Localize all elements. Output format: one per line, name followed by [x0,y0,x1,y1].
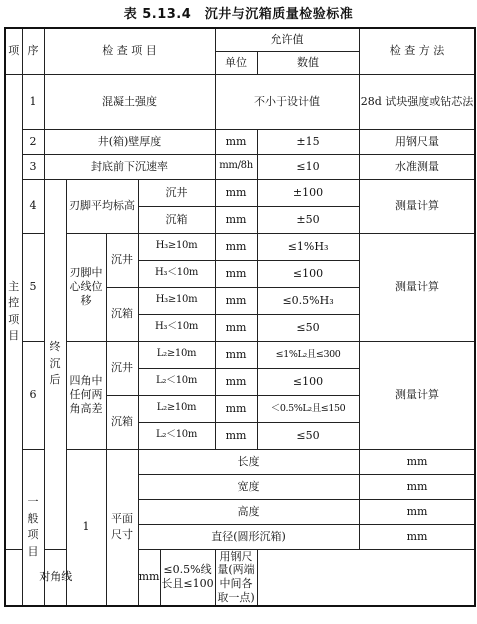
method-concrete-strength: 28d 试块强度或钻芯法 [359,74,475,129]
value-well-elevation: ±100 [257,179,359,206]
sub-box-elevation: 沉箱 [138,206,215,233]
cond-well-h-ge: H₃≥10m [138,233,215,260]
item-width: 宽度 [138,474,359,499]
item-height: 高度 [138,499,359,524]
unit-well-h-ge: mm [215,233,257,260]
item-sinking-rate: 封底前下沉速率 [44,154,215,179]
item-blade-elevation: 刃脚平均标高 [66,179,138,233]
item-blade-centerline: 刃脚中心线位移 [66,233,106,341]
group-plane-size: 平面尺寸 [106,449,138,606]
value-well-l-ge: ≤1%L₂且≤300 [257,341,359,368]
unit-box-elevation: mm [215,206,257,233]
header-unit: 单位 [215,51,257,74]
method-diagonal: 用钢尺量(两端中间各取一点) [215,549,257,606]
cond-well-l-lt: L₂＜10m [138,368,215,395]
header-seq: 序 [22,28,44,74]
unit-box-l-lt: mm [215,422,257,449]
header-allowed: 允许值 [215,28,359,51]
cond-box-h-lt: H₃＜10m [138,314,215,341]
sub-well-elevation: 沉井 [138,179,215,206]
quality-standard-table [4,27,476,607]
method-blade-centerline: 测量计算 [359,233,475,341]
item-diagonal: 对角线 [5,549,106,606]
unit-diagonal: mm [138,549,160,606]
method-corner-diff: 测量计算 [359,341,475,449]
unit-box-l-ge: mm [215,395,257,422]
method-blade-elevation: 测量计算 [359,179,475,233]
seq-g1: 1 [66,449,106,606]
seq-6: 6 [22,341,44,449]
sub-box-corner: 沉箱 [106,395,138,449]
seq-3: 3 [22,154,44,179]
seq-4: 4 [22,179,44,233]
value-well-l-lt: ≤100 [257,368,359,395]
group-final-settle: 终沉后 [44,179,66,549]
unit-diameter: mm [359,524,475,549]
seq-1: 1 [22,74,44,129]
cond-box-l-ge: L₂≥10m [138,395,215,422]
value-box-h-lt: ≤50 [257,314,359,341]
method-sinking-rate: 水准测量 [359,154,475,179]
unit-width: mm [359,474,475,499]
value-well-h-ge: ≤1%H₃ [257,233,359,260]
cond-box-l-lt: L₂＜10m [138,422,215,449]
header-item: 项 [5,28,22,74]
group-main: 主控项目 [5,74,22,549]
value-box-elevation: ±50 [257,206,359,233]
unit-height: mm [359,499,475,524]
cond-well-l-ge: L₂≥10m [138,341,215,368]
seq-5: 5 [22,233,44,341]
unit-well-h-lt: mm [215,260,257,287]
sub-box-centerline: 沉箱 [106,287,138,341]
value-box-l-lt: ≤50 [257,422,359,449]
cond-box-h-ge: H₃≥10m [138,287,215,314]
sub-well-corner: 沉井 [106,341,138,395]
value-sinking-rate: ≤10 [257,154,359,179]
item-diameter: 直径(圆形沉箱) [138,524,359,549]
unit-box-h-lt: mm [215,314,257,341]
header-check-item: 检 查 项 目 [44,28,215,74]
group-general: 一般项目 [22,449,44,606]
header-method: 检 查 方 法 [359,28,475,74]
unit-sinking-rate: mm/8h [215,154,257,179]
item-corner-diff: 四角中任何两角高差 [66,341,106,449]
value-box-l-ge: ＜0.5%L₂且≤150 [257,395,359,422]
value-well-h-lt: ≤100 [257,260,359,287]
cond-well-h-lt: H₃＜10m [138,260,215,287]
method-wall-thickness: 用钢尺量 [359,129,475,154]
value-wall-thickness: ±15 [257,129,359,154]
item-concrete-strength: 混凝土强度 [44,74,215,129]
value-concrete-strength: 不小于设计值 [215,74,359,129]
unit-wall-thickness: mm [215,129,257,154]
table-title: 表 5.13.4 沉井与沉箱质量检验标准 [123,7,354,22]
value-diagonal: ≤0.5%线长且≤100 [160,549,215,606]
item-wall-thickness: 井(箱)壁厚度 [44,129,215,154]
seq-2: 2 [22,129,44,154]
item-length: 长度 [138,449,359,474]
unit-well-elevation: mm [215,179,257,206]
unit-well-l-lt: mm [215,368,257,395]
unit-box-h-ge: mm [215,287,257,314]
value-box-h-ge: ≤0.5%H₃ [257,287,359,314]
header-value: 数值 [257,51,359,74]
unit-length: mm [359,449,475,474]
unit-well-l-ge: mm [215,341,257,368]
sub-well-centerline: 沉井 [106,233,138,287]
